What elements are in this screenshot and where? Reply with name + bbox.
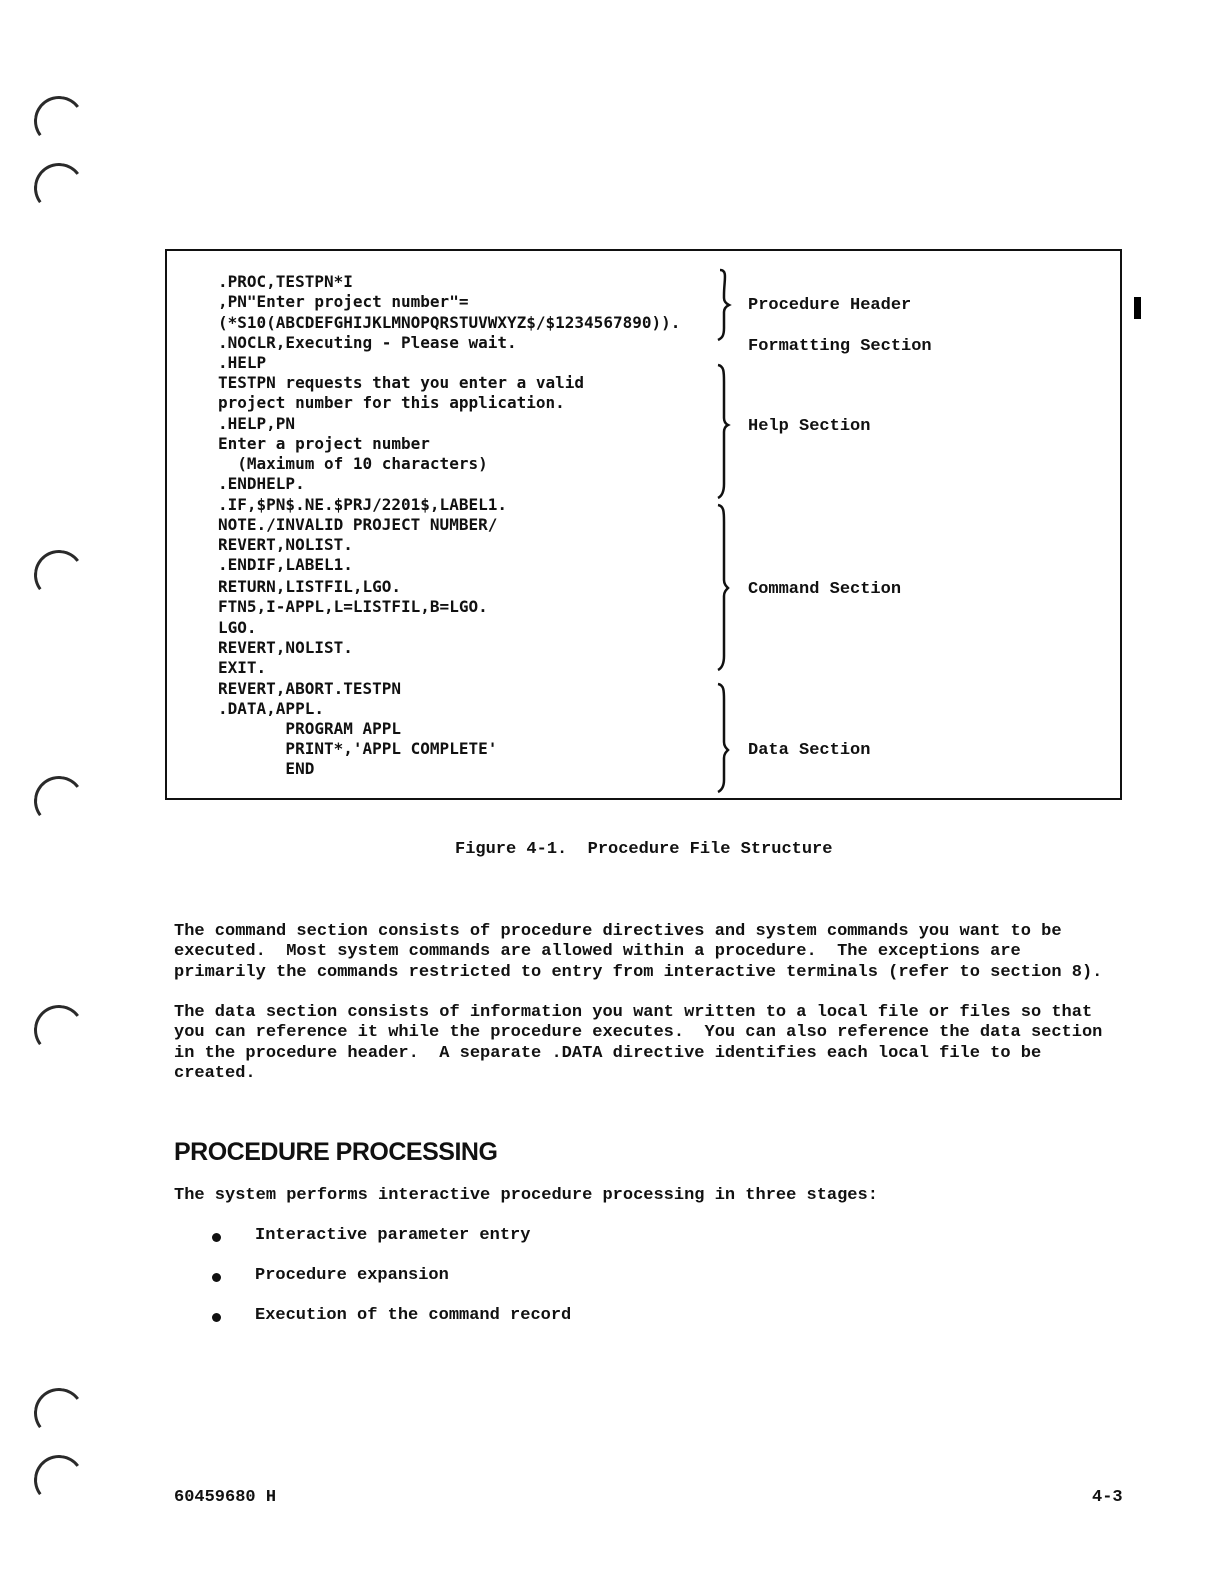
code-line: RETURN,LISTFIL,LGO. (218, 577, 402, 596)
bullet-icon (212, 1233, 221, 1242)
label-command-section: Command Section (748, 580, 902, 599)
code-line: PROGRAM APPL (218, 719, 402, 738)
figure-caption: Figure 4-1. Procedure File Structure (455, 840, 833, 859)
code-line: Enter a project number (218, 434, 430, 453)
code-line: END (218, 759, 315, 778)
code-line: .ENDIF,LABEL1. (218, 555, 353, 574)
code-line: (Maximum of 10 characters) (218, 454, 488, 473)
code-line: .HELP,PN (218, 414, 296, 433)
code-line: .IF,$PN$.NE.$PRJ/2201$,LABEL1. (218, 495, 507, 514)
label-formatting-section: Formatting Section (748, 337, 932, 356)
code-line: TESTPN requests that you enter a valid (218, 373, 585, 392)
brace-procedure-header (718, 270, 729, 340)
bullet-icon (212, 1273, 221, 1282)
list-item-text: Procedure expansion (255, 1266, 449, 1285)
code-line: .NOCLR,Executing - Please wait. (218, 333, 517, 352)
code-line: PRINT*,'APPL COMPLETE' (218, 739, 498, 758)
code-line: .PROC,TESTPN*I (218, 272, 353, 291)
list-item-text: Execution of the command record (255, 1306, 572, 1325)
list-item-text: Interactive parameter entry (255, 1226, 531, 1245)
paragraph-data-section: The data section consists of information you want written to a local file or files so that you can reference it while the procedure executes. You can also reference the data section in the procedure header. A separate .DATA directive identifies each local file to be created. (174, 1003, 1113, 1083)
paragraph-command-section: The command section consists of procedure directives and system commands you want to be executed. Most system commands are allowed within a procedure. The exceptions are primarily the commands restricted to entry from interactive terminals (refer to section 8). (174, 922, 1103, 982)
code-line: EXIT. (218, 658, 267, 677)
label-help-section: Help Section (748, 417, 871, 436)
bullet-icon (212, 1313, 221, 1322)
code-line: (*S10(ABCDEFGHIJKLMNOPQRSTUVWXYZ$/$1234567890)). (218, 313, 681, 332)
label-data-section: Data Section (748, 741, 871, 760)
code-line: FTN5,I-APPL,L=LISTFIL,B=LGO. (218, 597, 488, 616)
code-line: REVERT,ABORT.TESTPN (218, 679, 402, 698)
code-line: project number for this application. (218, 393, 565, 412)
brace-command-section (718, 505, 728, 670)
label-procedure-header: Procedure Header (748, 296, 912, 315)
code-line: .HELP (218, 353, 267, 372)
code-line: .DATA,APPL. (218, 699, 324, 718)
footer-doc-number: 60459680 H (174, 1488, 277, 1507)
code-line: .ENDHELP. (218, 474, 305, 493)
brace-data-section (718, 684, 728, 792)
paragraph-intro: The system performs interactive procedure processing in three stages: (174, 1186, 878, 1205)
code-line: ,PN"Enter project number"= (218, 292, 469, 311)
code-line: REVERT,NOLIST. (218, 638, 353, 657)
code-line: REVERT,NOLIST. (218, 535, 353, 554)
code-line: NOTE./INVALID PROJECT NUMBER/ (218, 515, 498, 534)
code-line: LGO. (218, 618, 257, 637)
section-heading: PROCEDURE PROCESSING (174, 1138, 498, 1166)
brace-help-section (718, 365, 728, 498)
footer-page-number: 4-3 (1092, 1488, 1123, 1507)
